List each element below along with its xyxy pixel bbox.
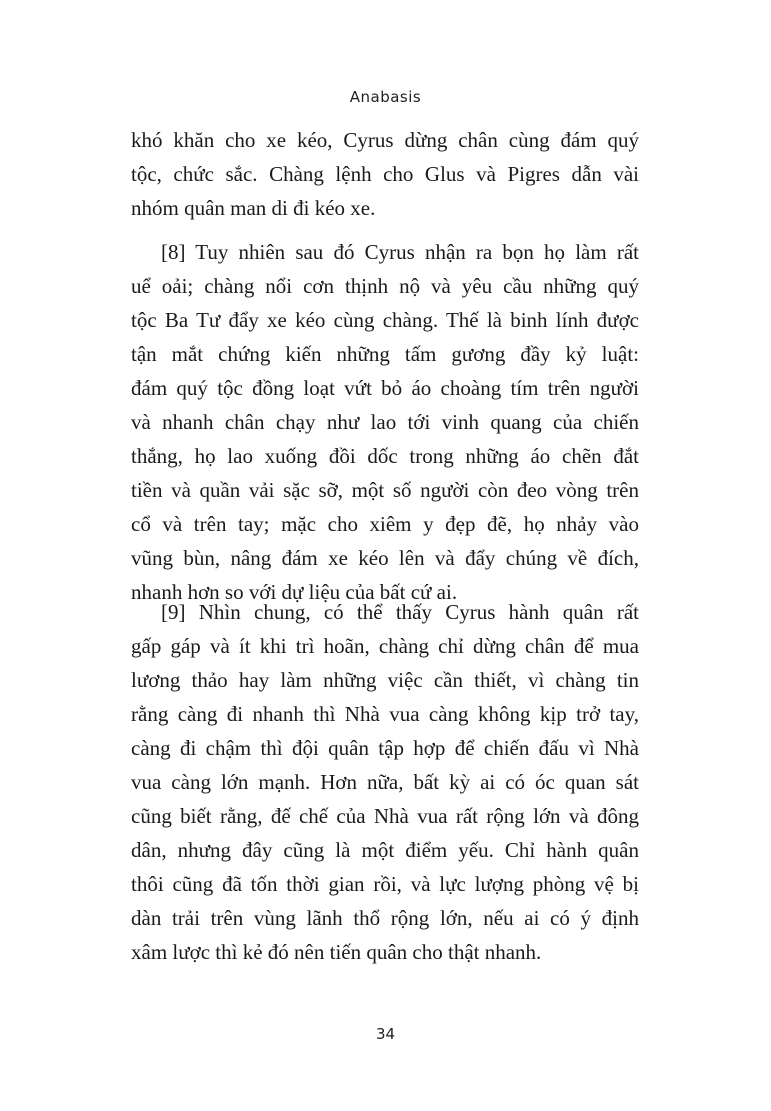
text-line: thắng, họ lao xuống đồi dốc trong những áo chẽn đắt (131, 444, 639, 468)
text-line: và nhanh chân chạy như lao tới vinh quang của chiến (131, 410, 639, 434)
text-line: tận mắt chứng kiến những tấm gương đầy kỷ luật: (131, 342, 639, 366)
text-line: xâm lược thì kẻ đó nên tiến quân cho thật nhanh. (131, 940, 542, 964)
text-line: tộc, chức sắc. Chàng lệnh cho Glus và Pigres dẫn vài (131, 162, 639, 186)
text-line: dân, nhưng đây cũng là một điểm yếu. Chỉ hành quân (131, 838, 639, 862)
paragraph-continued (131, 123, 639, 225)
text-line: cũng biết rằng, đế chế của Nhà vua rất rộng lớn và đông (131, 804, 639, 828)
text-line: [8] Tuy nhiên sau đó Cyrus nhận ra bọn họ làm rất (161, 240, 639, 264)
text-line: càng đi chậm thì đội quân tập hợp để chiến đấu vì Nhà (131, 736, 639, 760)
text-line: nhanh hơn so với dự liệu của bất cứ ai. (131, 580, 458, 604)
text-line: vũng bùn, nâng đám xe kéo lên và đẩy chúng về đích, (131, 546, 639, 570)
text-line: rằng càng đi nhanh thì Nhà vua càng không kịp trở tay, (131, 702, 639, 726)
text-line: cổ và trên tay; mặc cho xiêm y đẹp đẽ, họ nhảy vào (131, 512, 639, 536)
text-line: lương thảo hay làm những việc cần thiết, vì chàng tin (131, 668, 639, 692)
text-line: thôi cũng đã tốn thời gian rồi, và lực lượng phòng vệ bị (131, 872, 639, 896)
text-line: khó khăn cho xe kéo, Cyrus dừng chân cùng đám quý (131, 128, 639, 152)
text-line: nhóm quân man di đi kéo xe. (131, 196, 376, 220)
text-line: [9] Nhìn chung, có thể thấy Cyrus hành quân rất (161, 600, 639, 624)
page-number: 34 (375, 1025, 396, 1043)
paragraph-8 (131, 235, 639, 609)
text-line: đám quý tộc đồng loạt vứt bỏ áo choàng tím trên người (131, 376, 639, 400)
paragraph-9 (131, 595, 639, 969)
text-line: dàn trải trên vùng lãnh thổ rộng lớn, nếu ai có ý định (131, 906, 639, 930)
text-line: tiền và quần vải sặc sỡ, một số người còn đeo vòng trên (131, 478, 639, 502)
text-line: uể oải; chàng nổi cơn thịnh nộ và yêu cầu những quý (131, 274, 639, 298)
text-line: gấp gáp và ít khi trì hoãn, chàng chỉ dừng chân để mua (131, 634, 639, 658)
text-line: tộc Ba Tư đẩy xe kéo cùng chàng. Thế là binh lính được (131, 308, 639, 332)
text-line: vua càng lớn mạnh. Hơn nữa, bất kỳ ai có óc quan sát (131, 770, 639, 794)
running-head: Anabasis (349, 88, 422, 106)
